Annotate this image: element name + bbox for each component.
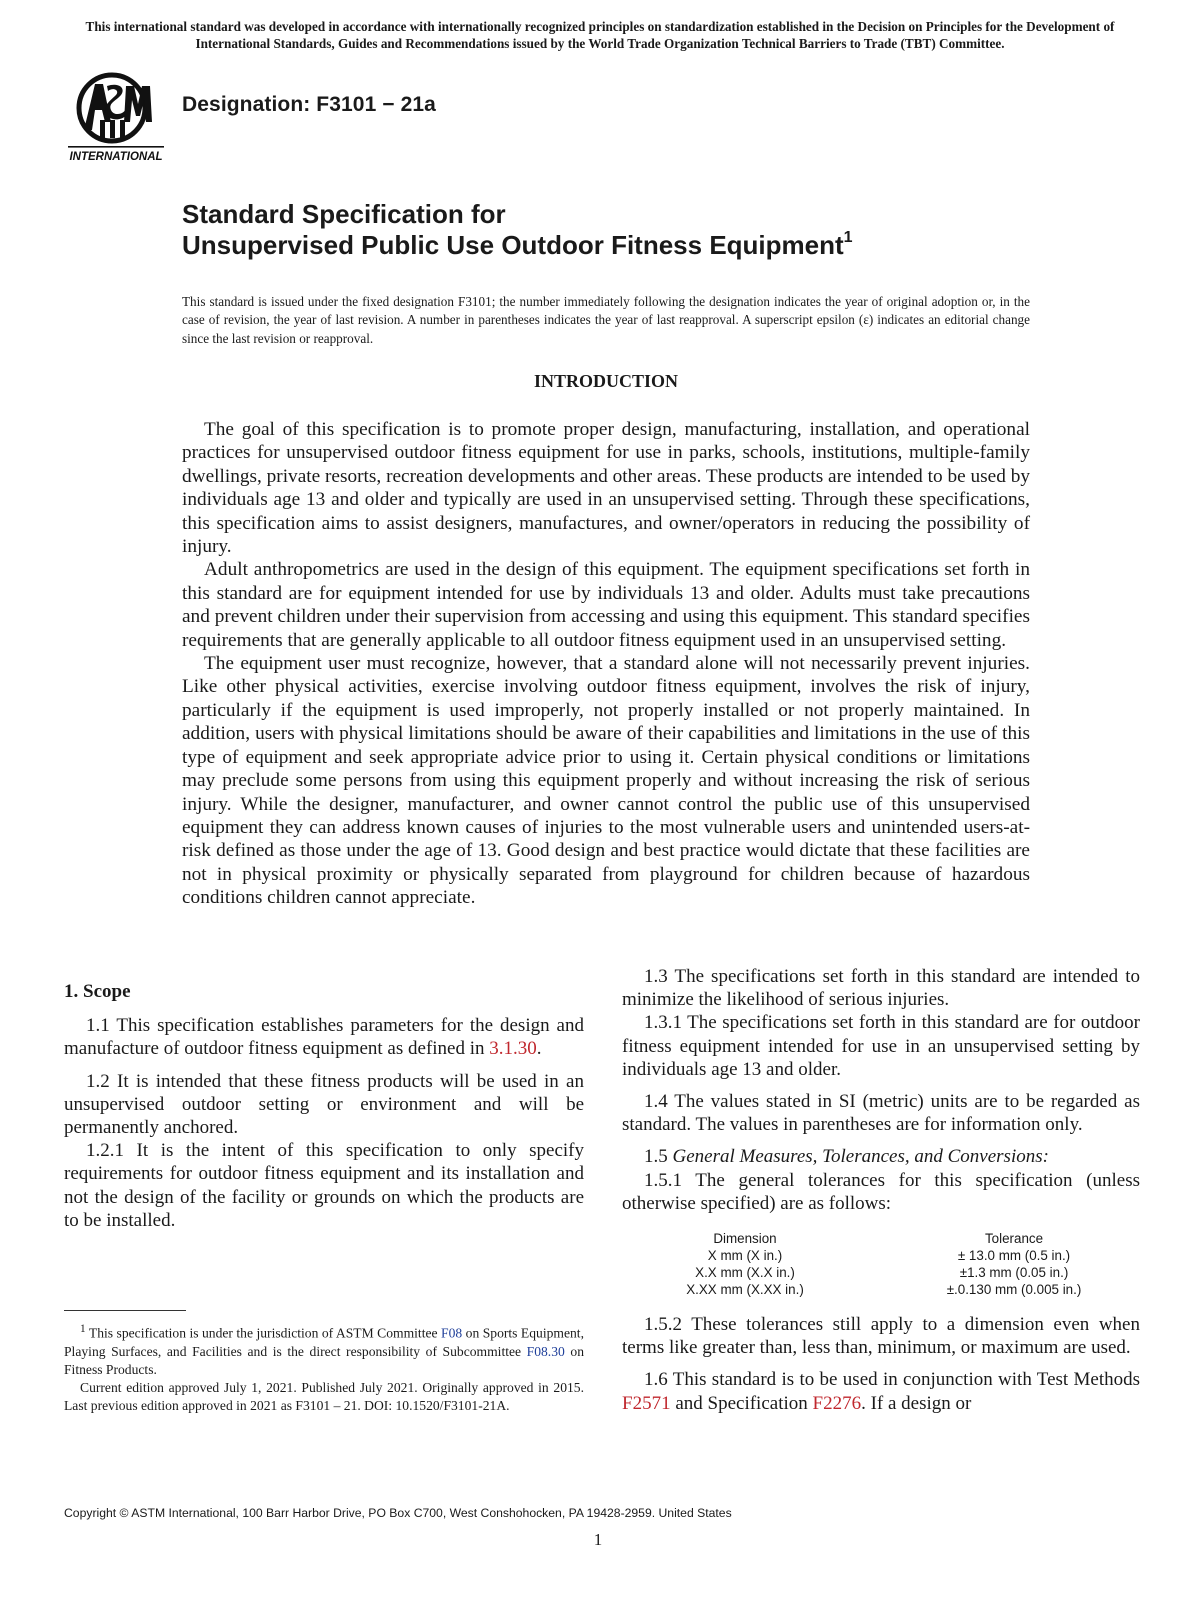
tolerance-table [622, 1230, 1140, 1298]
introduction-body [182, 418, 1030, 910]
tolerance-row [622, 1247, 1140, 1264]
copyright-line: Copyright © ASTM International, 100 Barr Harbor Drive, PO Box C700, West Conshohocken, PA 19428-2959. United States [64, 1506, 732, 1520]
footnote-1-text-a: This specification is under the jurisdiction of ASTM Committee [88, 1325, 438, 1341]
tolerance-dimension: X.X mm (X.X in.) [695, 1265, 795, 1280]
clause-1-1-text: 1.1 This specification establishes parameters for the design and manufacture of outdoor fitness equipment as defined in [64, 1015, 584, 1060]
intro-paragraph-3: The equipment user must recognize, however, that a standard alone will not necessarily prevent injuries. Like other physical activities, exercise involving outdoor fitness equipment, involves the risk of injury, particularly if the equipment is used improperly, not properly installed or not properly maintained. In addition, users with physical limitations should be aware of their capabilities and limitations in the use of this type of equipment and seek appropriate advice prior to using it. Certain physical conditions or limitations may preclude some persons from using this equipment properly and without increasing the risk of serious injury. While the designer, manufacturer, and owner cannot control the public use of this unsupervised equipment they can address known causes of injuries to the most vulnerable users and unintended users-at-risk defined as those under the age of 13. Good design and best practice would dictate that these facilities are not in physical proximity or physically separated from playground for children because of hazardous conditions children cannot appreciate. [182, 653, 1030, 909]
logo-text: INTERNATIONAL [69, 151, 163, 163]
clause-1-5-number: 1.5 [644, 1146, 668, 1168]
page-number: 1 [593, 1530, 603, 1549]
clause-1-1-end: . [536, 1038, 542, 1060]
right-column [622, 966, 1140, 1415]
intro-paragraph-2: Adult anthropometrics are used in the design of this equipment. The equipment specifications set forth in this standard are for equipment intended for use by individuals 13 and older. Adults must take precautions and prevent children under their supervision from accessing and using this equipment. This standard specifies requirements that are generally applicable to all outdoor fitness equipment used in an unsupervised setting. [182, 559, 1030, 651]
tolerance-row [622, 1264, 1140, 1281]
clause-1-6 [622, 1368, 1140, 1414]
clause-1-2-1: 1.2.1 It is the intent of this specification to only specify requirements for outdoor fitness equipment and its installation and not the design of the facility or grounds on which the products are to be installed. [64, 1140, 584, 1231]
title-footnote-mark: 1 [843, 229, 853, 247]
tolerance-row [622, 1281, 1140, 1298]
link-f08-30[interactable]: F08.30 [526, 1343, 565, 1359]
footnote-1-text-c: on Fitness Products. [64, 1343, 584, 1377]
issuance-note: This standard is issued under the fixed designation F3101; the number immediately following the designation indicates the year of original adoption or, in the case of revision, the year of last revision. A number in parentheses indicates the year of last reapproval. A superscript epsilon (ε) indicates an editorial change since the last revision or reapproval. [182, 294, 1030, 346]
col-tolerance-header: Tolerance [984, 1231, 1044, 1246]
designation: Designation: F3101 − 21a [182, 93, 436, 116]
tolerance-value: ±.0.130 mm (0.005 in.) [946, 1282, 1082, 1297]
link-f2276[interactable]: F2276 [812, 1392, 862, 1414]
footnote-1-mark: 1 [80, 1323, 86, 1335]
clause-1-6-text-a: 1.6 This standard is to be used in conjunction with Test Methods [644, 1369, 1140, 1391]
link-3-1-30[interactable]: 3.1.30 [489, 1038, 537, 1060]
wto-notice: This international standard was developed in accordance with internationally recognized principles on standardization established in the Decision on Principles for the Development of International Standards, Guides and Recommendations issued by the World Trade Organization Technical Barriers to Trade (TBT) Committee. [85, 19, 1115, 51]
clause-1-6-text-b: and Specification [675, 1392, 808, 1414]
col-dimension-header: Dimension [713, 1231, 777, 1246]
footnote-1 [64, 1320, 584, 1379]
tolerance-dimension: X mm (X in.) [707, 1248, 783, 1263]
introduction-heading: INTRODUCTION [533, 371, 679, 391]
clause-1-3-1: 1.3.1 The specifications set forth in this standard are for outdoor fitness equipment intended for use in an unsupervised setting by individuals age 13 and older. [622, 1012, 1140, 1080]
tolerance-dimension: X.XX mm (X.XX in.) [686, 1282, 804, 1297]
tolerance-value: ± 13.0 mm (0.5 in.) [957, 1248, 1071, 1263]
clause-1-5-1: 1.5.1 The general tolerances for this specification (unless otherwise specified) are as follows: [622, 1169, 1140, 1214]
title-line-2-text: Unsupervised Public Use Outdoor Fitness Equipment [182, 230, 844, 260]
clause-1-6-text-c: . If a design or [861, 1392, 972, 1414]
footnote-1-text-b: on Sports Equipment, Playing Surfaces, and Facilities and is the direct responsibility of Subcommittee [64, 1325, 584, 1359]
clause-1-4: 1.4 The values stated in SI (metric) units are to be regarded as standard. The values in parentheses are for information only. [622, 1091, 1140, 1136]
tolerance-value: ±1.3 mm (0.05 in.) [959, 1265, 1069, 1280]
document-title [182, 199, 1082, 261]
tolerance-table-header [622, 1230, 1140, 1247]
clause-1-3: 1.3 The specifications set forth in this standard are intended to minimize the likelihood of serious injuries. [622, 966, 1140, 1011]
astm-logo [64, 70, 168, 168]
title-line-1: Standard Specification for [182, 199, 506, 229]
clause-1-1 [64, 1014, 584, 1060]
link-f2571[interactable]: F2571 [622, 1392, 671, 1414]
left-column [64, 980, 584, 1232]
footnotes [64, 1320, 584, 1416]
footnote-divider [64, 1310, 186, 1311]
link-f08[interactable]: F08 [441, 1325, 463, 1341]
clause-1-2: 1.2 It is intended that these fitness products will be used in an unsupervised outdoor setting or environment and will be permanently anchored. [64, 1070, 584, 1139]
clause-1-5 [622, 1145, 1140, 1168]
footnote-2: Current edition approved July 1, 2021. Published July 2021. Originally approved in 2015. Last previous edition approved in 2021 as F3101 – 21. DOI: 10.1520/F3101-21A. [64, 1380, 584, 1414]
title-line-2 [182, 230, 1082, 261]
clause-1-5-2: 1.5.2 These tolerances still apply to a dimension even when terms like greater than, less than, minimum, or maximum are used. [622, 1314, 1140, 1359]
scope-heading: 1. Scope [64, 981, 131, 1002]
clause-1-5-title: General Measures, Tolerances, and Conversions: [672, 1146, 1049, 1168]
intro-paragraph-1: The goal of this specification is to promote proper design, manufacturing, installation, and operational practices for unsupervised outdoor fitness equipment for use in parks, schools, institutions, multiple-family dwellings, private resorts, recreation developments and other areas. These products are intended to be used by individuals age 13 and older and typically are used in an unsupervised setting. Through these specifications, this specification aims to assist designers, manufactures, and owner/operators in reducing the possibility of injury. [182, 419, 1030, 558]
astm-logo-icon [64, 70, 168, 168]
